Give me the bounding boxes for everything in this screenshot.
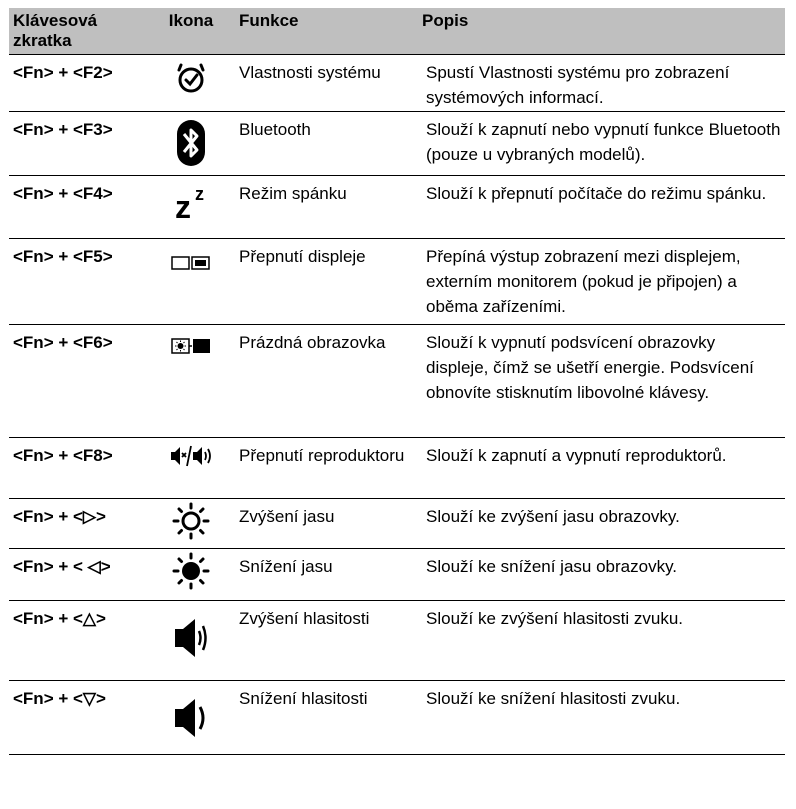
function-cell: Vlastnosti systému	[235, 55, 418, 112]
table-row	[9, 499, 785, 549]
table-row	[9, 601, 785, 681]
shortcut-cell: <Fn> + <F4>	[9, 176, 147, 239]
icon-cell	[147, 549, 235, 601]
shortcut-cell: <Fn> + <▽>	[9, 681, 147, 755]
table-row	[9, 549, 785, 601]
header-icon: Ikona	[147, 8, 235, 55]
shortcut-cell: <Fn> + <▷>	[9, 499, 147, 549]
display-toggle-icon	[171, 255, 211, 271]
function-cell: Snížení jasu	[235, 549, 418, 601]
screen-blank-icon	[171, 337, 211, 355]
function-cell: Bluetooth	[235, 112, 418, 176]
icon-cell	[147, 681, 235, 755]
bluetooth-icon	[175, 118, 207, 168]
description-cell: Slouží ke zvýšení jasu obrazovky.	[418, 499, 785, 549]
shortcut-cell: <Fn> + <F2>	[9, 55, 147, 112]
description-cell: Slouží k přepnutí počítače do režimu spánku.	[418, 176, 785, 239]
description-cell: Slouží ke snížení jasu obrazovky.	[418, 549, 785, 601]
table-header	[9, 8, 785, 55]
system-properties-icon	[177, 61, 205, 95]
shortcut-cell: <Fn> + <△>	[9, 601, 147, 681]
icon-cell	[147, 325, 235, 438]
description-cell: Slouží k zapnutí a vypnutí reproduktorů.	[418, 438, 785, 499]
volume-up-icon	[171, 615, 211, 661]
table-row	[9, 325, 785, 438]
volume-down-icon	[171, 695, 211, 741]
table-row	[9, 239, 785, 325]
icon-cell	[147, 55, 235, 112]
speaker-toggle-icon	[169, 444, 213, 468]
icon-cell	[147, 112, 235, 176]
description-cell: Přepíná výstup zobrazení mezi displejem, externím monitorem (pokud je připojen) a oběma zařízeními.	[418, 239, 785, 325]
description-cell: Slouží k zapnutí nebo vypnutí funkce Bluetooth (pouze u vybraných modelů).	[418, 112, 785, 176]
function-cell: Zvýšení jasu	[235, 499, 418, 549]
icon-cell	[147, 239, 235, 325]
description-cell: Slouží ke zvýšení hlasitosti zvuku.	[418, 601, 785, 681]
description-cell: Spustí Vlastnosti systému pro zobrazení systémových informací.	[418, 55, 785, 112]
svg-text:z: z	[195, 184, 204, 204]
sleep-icon	[173, 182, 209, 222]
table-row	[9, 438, 785, 499]
shortcut-cell: <Fn> + < ◁>	[9, 549, 147, 601]
shortcut-cell: <Fn> + <F6>	[9, 325, 147, 438]
description-cell: Slouží ke snížení hlasitosti zvuku.	[418, 681, 785, 755]
svg-text:z: z	[175, 189, 191, 222]
table-row	[9, 176, 785, 239]
function-cell: Přepnutí displeje	[235, 239, 418, 325]
header-shortcut: Klávesová zkratka	[9, 8, 147, 55]
icon-cell	[147, 176, 235, 239]
table-row	[9, 112, 785, 176]
brightness-up-icon	[171, 501, 211, 541]
function-cell: Zvýšení hlasitosti	[235, 601, 418, 681]
shortcut-cell: <Fn> + <F5>	[9, 239, 147, 325]
function-cell: Režim spánku	[235, 176, 418, 239]
shortcut-cell: <Fn> + <F3>	[9, 112, 147, 176]
function-cell: Snížení hlasitosti	[235, 681, 418, 755]
icon-cell	[147, 438, 235, 499]
brightness-down-icon	[171, 551, 211, 591]
hotkey-table	[9, 8, 785, 755]
header-function: Funkce	[235, 8, 418, 55]
function-cell: Přepnutí reproduktoru	[235, 438, 418, 499]
icon-cell	[147, 499, 235, 549]
function-cell: Prázdná obrazovka	[235, 325, 418, 438]
table-row	[9, 55, 785, 112]
description-cell: Slouží k vypnutí podsvícení obrazovky displeje, čímž se ušetří energie. Podsvícení obnovíte stisknutím libovolné klávesy.	[418, 325, 785, 438]
shortcut-cell: <Fn> + <F8>	[9, 438, 147, 499]
icon-cell	[147, 601, 235, 681]
table-row	[9, 681, 785, 755]
header-description: Popis	[418, 8, 785, 55]
